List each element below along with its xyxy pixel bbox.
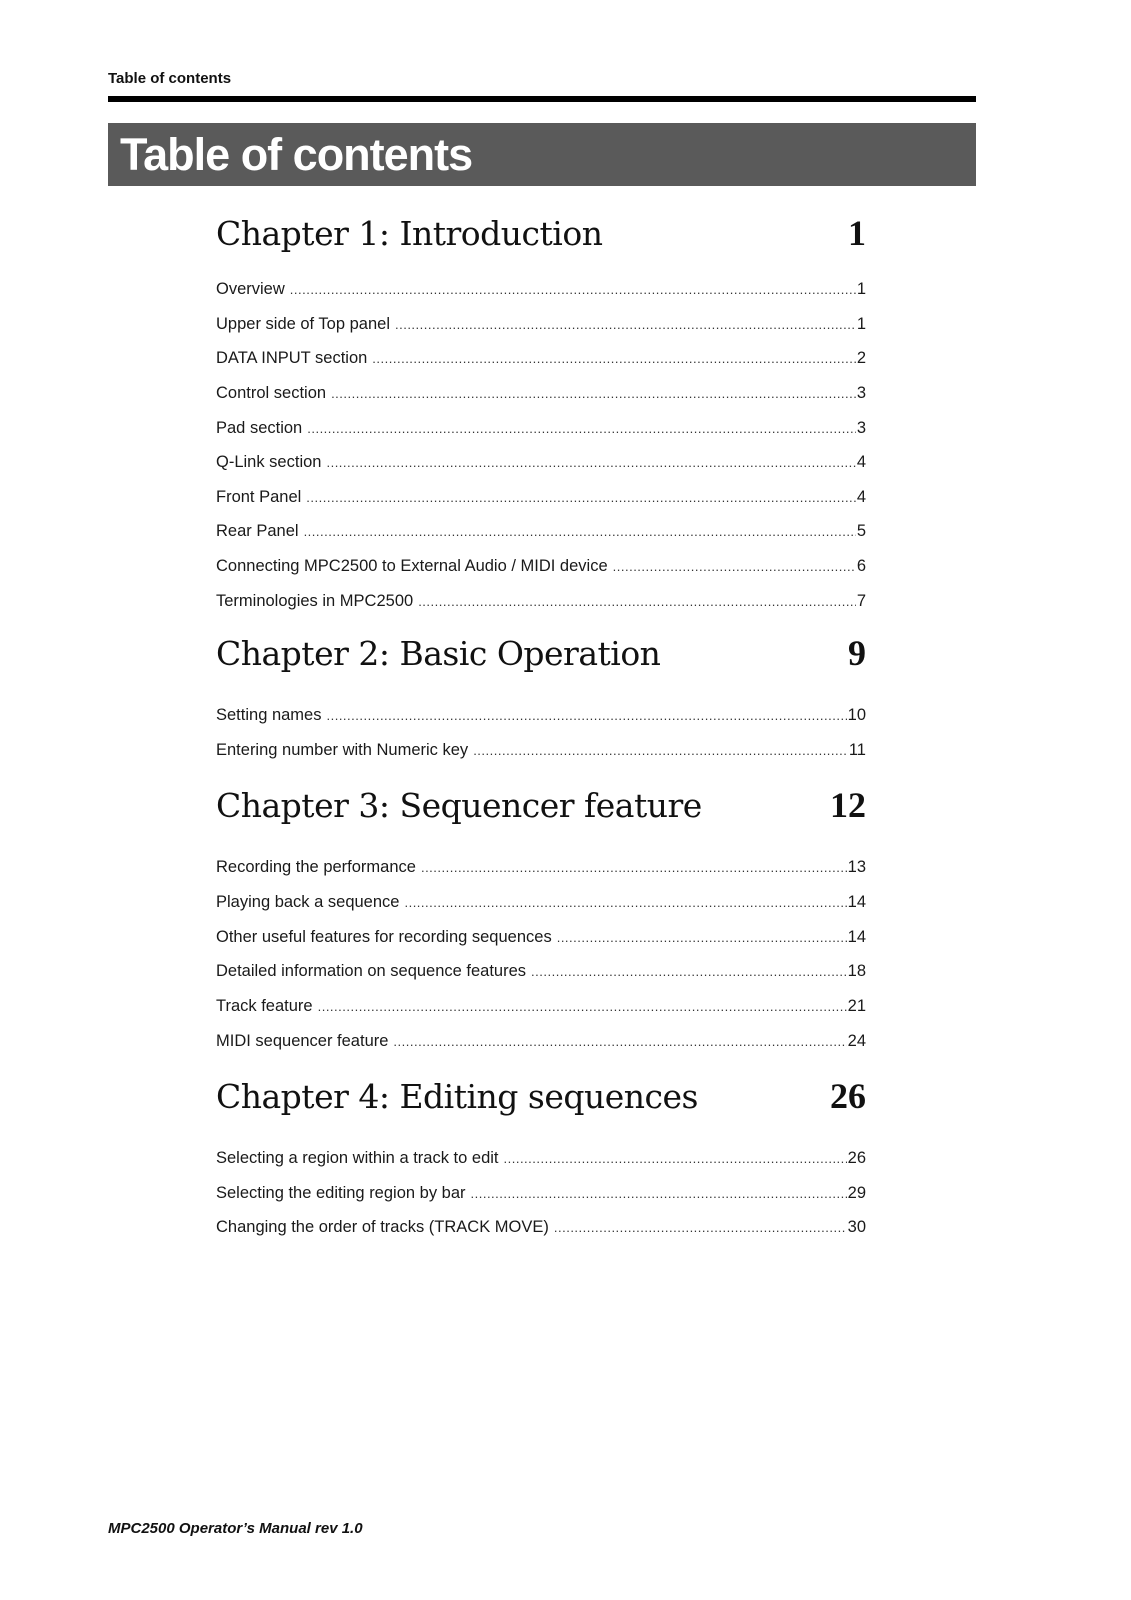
dot-leader [331, 386, 856, 401]
running-header: Table of contents [108, 70, 232, 87]
dot-leader [307, 421, 856, 436]
toc-entry-label: Setting names [216, 706, 322, 724]
toc-entry-page: 7 [856, 592, 866, 610]
dot-leader [531, 964, 847, 979]
toc-entry[interactable] [216, 384, 866, 406]
dot-leader [393, 1034, 846, 1049]
toc-entry[interactable] [216, 706, 866, 728]
toc-entry-page: 2 [856, 349, 866, 367]
toc-entry-label: Track feature [216, 997, 313, 1015]
toc-entry-page: 6 [856, 557, 866, 575]
toc-entry[interactable] [216, 419, 866, 441]
toc-entry-label: Other useful features for recording sequences [216, 928, 552, 946]
chapter-title: Chapter 3: Sequencer feature [216, 786, 702, 825]
toc-entry[interactable] [216, 453, 866, 475]
chapter-page-number: 26 [830, 1076, 866, 1116]
toc-entry-page: 24 [847, 1032, 866, 1050]
dot-leader [395, 317, 856, 332]
toc-entry[interactable] [216, 893, 866, 915]
toc-entry-page: 4 [856, 453, 866, 471]
dot-leader [326, 708, 846, 723]
toc-entry-page: 11 [848, 741, 866, 759]
toc-entry-label: Connecting MPC2500 to External Audio / MIDI device [216, 557, 608, 575]
toc-entry-page: 4 [856, 488, 866, 506]
dot-leader [290, 282, 856, 297]
chapter-heading[interactable] [216, 784, 866, 832]
toc-entry-label: Pad section [216, 419, 303, 437]
toc-entry-page: 14 [847, 928, 866, 946]
toc-entry-label: Detailed information on sequence features [216, 962, 527, 980]
toc-entry-label: Selecting the editing region by bar [216, 1184, 466, 1202]
toc-entry[interactable] [216, 315, 866, 337]
dot-leader [418, 594, 856, 609]
toc-entry-label: Playing back a sequence [216, 893, 400, 911]
toc-entry[interactable] [216, 522, 866, 544]
page-title: Table of contents [120, 129, 473, 180]
toc-entry-page: 18 [847, 962, 866, 980]
toc-entry-label: Changing the order of tracks (TRACK MOVE) [216, 1218, 549, 1236]
dot-leader [554, 1220, 847, 1235]
toc-entry-page: 10 [847, 706, 866, 724]
chapter-page-number: 12 [830, 785, 866, 825]
toc-entry-page: 21 [847, 997, 866, 1015]
chapter-title: Chapter 4: Editing sequences [216, 1077, 698, 1116]
chapter-page-number: 9 [848, 633, 866, 673]
toc-entry[interactable] [216, 280, 866, 302]
toc-entry[interactable] [216, 858, 866, 880]
toc-entry-label: Front Panel [216, 488, 302, 506]
toc-entry-page: 5 [856, 522, 866, 540]
toc-entry-page: 3 [856, 384, 866, 402]
toc-entry-label: Overview [216, 280, 285, 298]
dot-leader [306, 490, 856, 505]
chapter-heading[interactable] [216, 1075, 866, 1123]
toc-entry-page: 1 [856, 280, 866, 298]
toc-entry-label: Q-Link section [216, 453, 322, 471]
toc-entry-label: Entering number with Numeric key [216, 741, 469, 759]
chapter-title: Chapter 1: Introduction [216, 214, 603, 253]
toc-entry[interactable] [216, 997, 866, 1019]
title-band [108, 123, 976, 186]
toc-entry-label: Terminologies in MPC2500 [216, 592, 414, 610]
dot-leader [304, 524, 856, 539]
toc-entry[interactable] [216, 962, 866, 984]
chapter-title: Chapter 2: Basic Operation [216, 634, 661, 673]
header-rule [108, 96, 976, 102]
toc-entry-label: Rear Panel [216, 522, 299, 540]
toc-entry-page: 14 [847, 893, 866, 911]
toc-entry-label: DATA INPUT section [216, 349, 368, 367]
toc-entry-page: 26 [847, 1149, 866, 1167]
chapter-page-number: 1 [848, 213, 866, 253]
dot-leader [504, 1151, 847, 1166]
toc-entry-page: 1 [856, 315, 866, 333]
dot-leader [404, 895, 846, 910]
dot-leader [372, 351, 856, 366]
chapter-heading[interactable] [216, 632, 866, 680]
toc-entry-label: MIDI sequencer feature [216, 1032, 389, 1050]
dot-leader [326, 455, 855, 470]
page-footer: MPC2500 Operator’s Manual rev 1.0 [108, 1520, 363, 1537]
dot-leader [318, 999, 847, 1014]
toc-entry[interactable] [216, 488, 866, 510]
toc-entry-label: Selecting a region within a track to edit [216, 1149, 499, 1167]
dot-leader [613, 559, 856, 574]
toc-entry-page: 13 [847, 858, 866, 876]
toc-entry[interactable] [216, 557, 866, 579]
toc-entry-label: Recording the performance [216, 858, 416, 876]
toc-entry[interactable] [216, 592, 866, 614]
toc-entry-page: 3 [856, 419, 866, 437]
toc-entry[interactable] [216, 1032, 866, 1054]
toc-entry[interactable] [216, 1184, 866, 1206]
toc-entry-page: 29 [847, 1184, 866, 1202]
toc-entry[interactable] [216, 349, 866, 371]
toc-entry-label: Upper side of Top panel [216, 315, 390, 333]
dot-leader [557, 930, 847, 945]
toc-entry[interactable] [216, 741, 866, 763]
dot-leader [473, 743, 848, 758]
toc-entry-page: 30 [847, 1218, 866, 1236]
toc-entry[interactable] [216, 1149, 866, 1171]
dot-leader [421, 860, 847, 875]
chapter-heading[interactable] [216, 212, 866, 260]
toc-entry[interactable] [216, 928, 866, 950]
dot-leader [471, 1186, 847, 1201]
toc-entry[interactable] [216, 1218, 866, 1240]
toc-entry-label: Control section [216, 384, 327, 402]
